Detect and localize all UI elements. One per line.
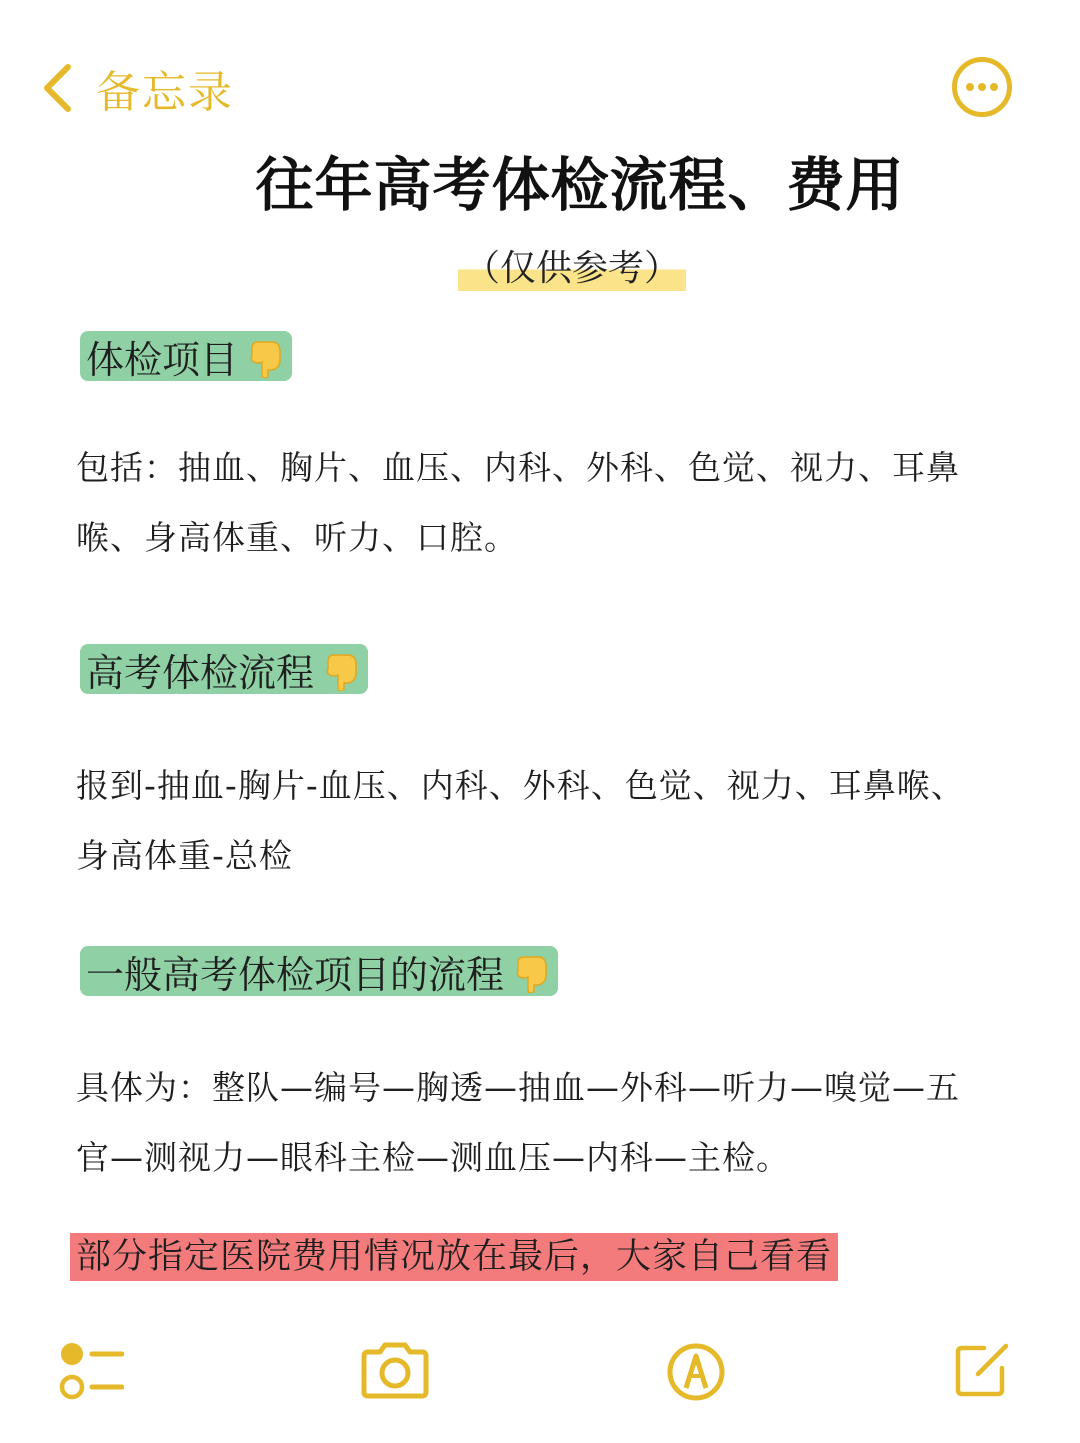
pointing-down-hand-icon: [246, 334, 284, 378]
note-title: 往年高考体检流程、费用: [255, 151, 905, 219]
camera-button[interactable]: [358, 1340, 432, 1400]
section-body-exam-process: 报到-抽血-胸片-血压、内科、外科、色觉、视力、耳鼻喉、身高体重-总检: [76, 766, 965, 875]
section-tag-general-process: [80, 946, 558, 996]
subtitle-container: [0, 240, 1080, 291]
camera-icon: [358, 1340, 432, 1400]
pointing-down-hand-icon: [512, 949, 550, 993]
section-tag-label: 一般高考体检项目的流程: [86, 952, 505, 997]
section-tag-label: 高考体检流程: [86, 650, 315, 695]
chevron-left-icon: [40, 63, 74, 113]
back-button[interactable]: [40, 58, 234, 118]
back-label: 备忘录: [96, 67, 234, 118]
ellipsis-circle-icon: [951, 56, 1013, 118]
compose-button[interactable]: [952, 1340, 1012, 1400]
markup-button[interactable]: [666, 1342, 726, 1402]
checklist-button[interactable]: [58, 1340, 124, 1402]
markup-pen-icon: [666, 1342, 726, 1402]
note-subtitle: （仅供参考）: [458, 240, 686, 291]
section-body-general-process: 具体为：整队—编号—胸透—抽血—外科—听力—嗅觉—五官—测视力—眼科主检—测血压—内科—主检。: [76, 1068, 960, 1177]
pointing-down-hand-icon: [322, 647, 360, 691]
navigation-bar: [0, 0, 1080, 130]
section-tag-exam-items: [80, 331, 292, 381]
section-tag-exam-process: [80, 644, 368, 694]
section-tag-label: 体检项目: [86, 337, 239, 382]
fee-highlight-note: 部分指定医院费用情况放在最后，大家自己看看: [70, 1233, 838, 1281]
section-body-exam-items: 包括：抽血、胸片、血压、内科、外科、色觉、视力、耳鼻喉、身高体重、听力、口腔。: [76, 448, 960, 557]
more-button[interactable]: [951, 56, 1013, 118]
compose-icon: [952, 1340, 1012, 1400]
checklist-icon: [58, 1340, 124, 1402]
